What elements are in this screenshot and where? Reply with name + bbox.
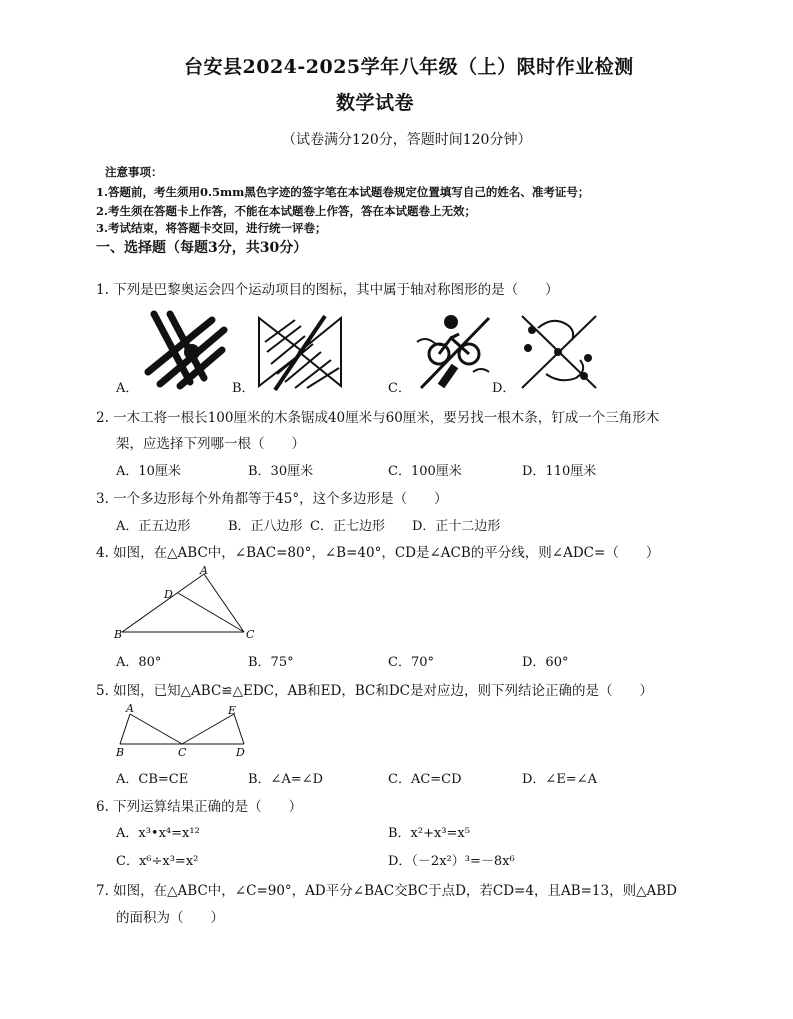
q6-option-c[interactable]: C．x⁶÷x³=x² [116,854,199,869]
q3-option-c[interactable]: C．正七边形 [310,519,385,534]
q4-label-d: D [164,588,173,601]
q1-option-a[interactable]: A． [116,381,139,396]
exam-subtitle: （试卷满分120分，答题时间120分钟） [282,132,532,148]
q3-option-d[interactable]: D．正十二边形 [412,519,501,534]
q2-option-b[interactable]: B．30厘米 [248,464,314,479]
q2-text-line1: 2. 一木工将一根长100厘米的木条锯成40厘米与60厘米，要另找一根木条，钉成一个三角形木 [96,410,660,426]
section1-title: 一、选择题（每题3分，共30分） [96,240,308,256]
notes-item-3: 3.考试结束，将答题卡交回，进行统一评卷； [96,221,327,235]
q3-option-a[interactable]: A．正五边形 [116,519,191,534]
q1-option-c[interactable]: C． [388,381,411,396]
exam-title: 台安县2024-2025学年八年级（上）限时作业检测 [184,56,634,78]
q6-option-d[interactable]: D．（－2x²）³=－8x⁶ [388,854,515,869]
q4-label-b: B [114,628,123,641]
notes-item-2: 2.考生须在答题卡上作答，不能在本试题卷上作答，答在本试题卷上无效； [96,204,477,218]
q6-option-a[interactable]: A．x³•x⁴=x¹² [116,826,200,841]
q2-option-d[interactable]: D．110厘米 [522,464,597,479]
q4-option-a[interactable]: A．80° [116,655,162,670]
q5-label-e: E [228,704,237,717]
icon-b-sailing-icon [255,312,345,392]
q5-label-b: B [116,746,125,759]
q4-label-c: C [246,628,255,641]
q1-option-b[interactable]: B． [232,381,255,396]
notes-heading: 注意事项： [105,165,163,179]
q6-text: 6. 下列运算结果正确的是（ ） [96,799,303,815]
q7-text-line1: 7. 如图，在△ABC中，∠C=90°，AD平分∠BAC交BC于点D，若CD=4，且AB=13，则△ABD [96,883,677,899]
exam-subject-title: 数学试卷 [336,92,415,114]
q7-text-line2: 的面积为（ ） [116,910,224,926]
q2-option-c[interactable]: C．100厘米 [388,464,462,479]
q5-label-c: C [178,746,187,759]
q5-label-a: A [126,702,134,715]
q4-triangle-figure [112,566,262,642]
q5-option-b[interactable]: B．∠A=∠D [248,772,324,787]
q6-option-b[interactable]: B．x²+x³=x⁵ [388,826,470,841]
q4-label-a: A [200,564,208,577]
q5-option-d[interactable]: D．∠E=∠A [522,772,597,787]
q3-text: 3. 一个多边形每个外角都等于45°，这个多边形是（ ） [96,491,448,507]
icon-c-cycling-icon [415,312,495,392]
q1-option-d[interactable]: D． [492,381,516,396]
q5-congruent-triangles-figure [112,702,260,760]
q1-text: 1. 下列是巴黎奥运会四个运动项目的图标，其中属于轴对称图形的是（ ） [96,282,559,298]
q4-text: 4. 如图，在△ABC中，∠BAC=80°，∠B=40°，CD是∠ACB的平分线，则∠ADC=（ ） [96,545,660,561]
notes-item-1: 1.答题前，考生须用0.5mm黑色字迹的签字笔在本试题卷规定位置填写自己的姓名、准考证号； [96,185,590,199]
q5-option-c[interactable]: C．AC=CD [388,772,462,787]
q3-option-b[interactable]: B．正八边形 [228,519,303,534]
q2-option-a[interactable]: A．10厘米 [116,464,181,479]
q5-label-d: D [236,746,245,759]
icon-a-fencing-icon [140,312,230,392]
icon-d-golf-icon [518,312,600,392]
q4-option-c[interactable]: C．70° [388,655,434,670]
q4-option-d[interactable]: D．60° [522,655,569,670]
q5-text: 5. 如图，已知△ABC≌△EDC，AB和ED，BC和DC是对应边，则下列结论正确的是（ ） [96,683,654,699]
q4-option-b[interactable]: B．75° [248,655,294,670]
q2-text-line2: 架，应选择下列哪一根（ ） [116,436,305,452]
q5-option-a[interactable]: A．CB=CE [116,772,189,787]
